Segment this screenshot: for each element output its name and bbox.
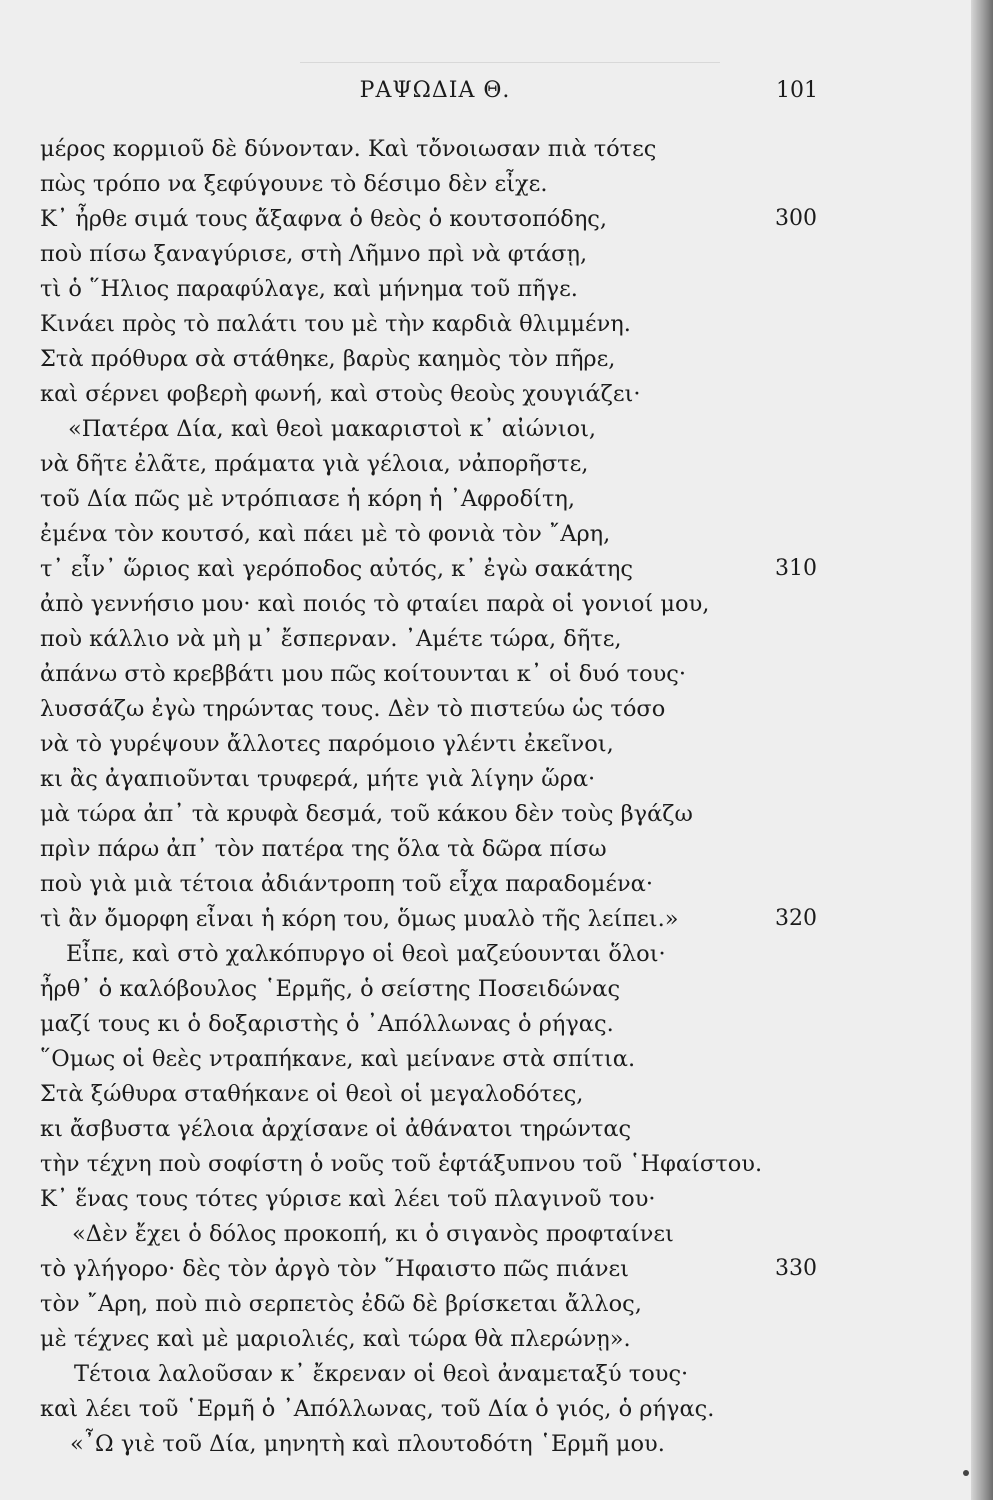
line-number: 310 [775, 556, 817, 581]
verse-line: τὴν τέχνη ποὺ σοφίστη ὁ νοῦς τοῦ ἑφτάξυπνου τοῦ ῾Ηφαίστου. [40, 1151, 763, 1177]
verse-line: Στὰ ξώθυρα σταθήκανε οἱ θεοὶ οἱ μεγαλοδότες, [40, 1081, 584, 1107]
verse-line: τοῦ Δία πῶς μὲ ντρόπιασε ἡ κόρη ἡ ᾿Αφροδίτη, [40, 486, 576, 512]
verse-line: πρὶν πάρω ἀπ᾿ τὸν πατέρα της ὅλα τὰ δῶρα πίσω [40, 836, 607, 862]
verse-line: Τέτοια λαλοῦσαν κ᾿ ἔκρεναν οἱ θεοὶ ἀναμεταξύ τους· [74, 1361, 689, 1387]
verse-line: τ᾿ εἶν᾿ ὥριος καὶ γερόποδος αὐτός, κ᾿ ἐγὼ σακάτης [40, 556, 633, 582]
verse-line: ποὺ κάλλιο νὰ μὴ μ᾿ ἔσπερναν. ᾿Αμέτε τώρα, δῆτε, [40, 626, 622, 652]
verse-line: «Δὲν ἔχει ὁ δόλος προκοπή, κι ὁ σιγανὸς προφταίνει [72, 1221, 674, 1247]
verse-line: ἀπὸ γεννήσιο μου· καὶ ποιός τὸ φταίει παρὰ οἱ γονιοί μου, [40, 591, 710, 617]
verse-line: ἦρθ᾿ ὁ καλόβουλος ῾Ερμῆς, ὁ σείστης Ποσειδώνας [40, 976, 621, 1002]
verse-line: καὶ λέει τοῦ ῾Ερμῆ ὁ ᾿Απόλλωνας, τοῦ Δία ὁ γιός, ὁ ρήγας. [40, 1396, 715, 1422]
verse-line: μέρος κορμιοῦ δὲ δύνονταν. Καὶ τὄνοιωσαν πιὰ τότες [40, 136, 657, 162]
verse-line: Κ᾿ ἦρθε σιμά τους ἄξαφνα ὁ θεὸς ὁ κουτσοπόδης, [40, 206, 608, 232]
scan-speck [963, 1470, 969, 1476]
line-number: 300 [775, 206, 817, 231]
verse-line: κι ἂς ἀγαπιοῦνται τρυφερά, μήτε γιὰ λίγην ὥρα· [40, 766, 596, 792]
verse-line: μὰ τώρα ἀπ᾿ τὰ κρυφὰ δεσμά, τοῦ κάκου δὲν τοὺς βγάζω [40, 801, 693, 827]
verse-line: ποὺ γιὰ μιὰ τέτοια ἀδιάντροπη τοῦ εἶχα παραδομένα· [40, 871, 653, 897]
line-number: 330 [775, 1256, 817, 1281]
poem-body [0, 132, 993, 1457]
page-title: ΡΑΨΩΔΙΑ Θ. [359, 78, 511, 103]
verse-line: νὰ τὸ γυρέψουν ἄλλοτες παρόμοιο γλέντι ἐκεῖνοι, [40, 731, 614, 757]
verse-line: κι ἄσβυστα γέλοια ἀρχίσανε οἱ ἀθάνατοι τηρώντας [40, 1116, 632, 1142]
page-number: 101 [776, 78, 818, 103]
verse-line: Κ᾿ ἕνας τους τότες γύρισε καὶ λέει τοῦ πλαγινοῦ του· [40, 1186, 656, 1212]
verse-line: «῏Ω γιὲ τοῦ Δία, μηνητὴ καὶ πλουτοδότη ῾Ερμῆ μου. [70, 1431, 665, 1457]
verse-line: καὶ σέρνει φοβερὴ φωνή, καὶ στοὺς θεοὺς χουγιάζει· [40, 381, 641, 407]
verse-line: Εἶπε, καὶ στὸ χαλκόπυργο οἱ θεοὶ μαζεύουνται ὅλοι· [66, 941, 666, 967]
verse-line: «Πατέρα Δία, καὶ θεοὶ μακαριστοὶ κ᾿ αἰώνιοι, [68, 416, 597, 442]
verse-line: ποὺ πίσω ξαναγύρισε, στὴ Λῆμνο πρὶ νὰ φτάσῃ, [40, 241, 588, 267]
verse-line: ῞Ομως οἱ θεὲς ντραπήκανε, καὶ μείνανε στὰ σπίτια. [40, 1046, 636, 1072]
verse-line: πὼς τρόπο να ξεφύγουνε τὸ δέσιμο δὲν εἶχε. [40, 171, 548, 197]
verse-line: λυσσάζω ἐγὼ τηρώντας τους. Δὲν τὸ πιστεύω ὡς τόσο [40, 696, 666, 722]
page-header [40, 78, 830, 112]
verse-line: Στὰ πρόθυρα σὰ στάθηκε, βαρὺς καημὸς τὸν πῆρε, [40, 346, 616, 372]
verse-line: τὶ ὁ ῞Ηλιος παραφύλαγε, καὶ μήνημα τοῦ πῆγε. [40, 276, 578, 302]
verse-line: τὸν ῎Αρη, ποὺ πιὸ σερπετὸς ἐδῶ δὲ βρίσκεται ἄλλος, [40, 1291, 642, 1317]
verse-line: τὸ γλήγορο· δὲς τὸν ἀργὸ τὸν ῞Ηφαιστο πῶς πιάνει [40, 1256, 629, 1282]
verse-line: μαζί τους κι ὁ δοξαριστὴς ὁ ᾿Απόλλωνας ὁ ρήγας. [40, 1011, 614, 1037]
verse-line: μὲ τέχνες καὶ μὲ μαριολιές, καὶ τώρα θὰ πλερώνῃ». [40, 1326, 631, 1352]
line-number: 320 [775, 906, 817, 931]
verse-line: νὰ δῆτε ἐλᾶτε, πράματα γιὰ γέλοια, νἀπορῆστε, [40, 451, 589, 477]
verse-line: ἐμένα τὸν κουτσό, καὶ πάει μὲ τὸ φονιὰ τὸν ῎Αρη, [40, 521, 611, 547]
verse-line: ἀπάνω στὸ κρεββάτι μου πῶς κοίτουνται κ᾿ οἱ δυό τους· [40, 661, 687, 687]
verse-line: τὶ ἂν ὄμορφη εἶναι ἡ κόρη του, ὅμως μυαλὸ τῆς λείπει.» [40, 906, 679, 932]
verse-line: Κινάει πρὸς τὸ παλάτι του μὲ τὴν καρδιὰ θλιμμένη. [40, 311, 631, 337]
